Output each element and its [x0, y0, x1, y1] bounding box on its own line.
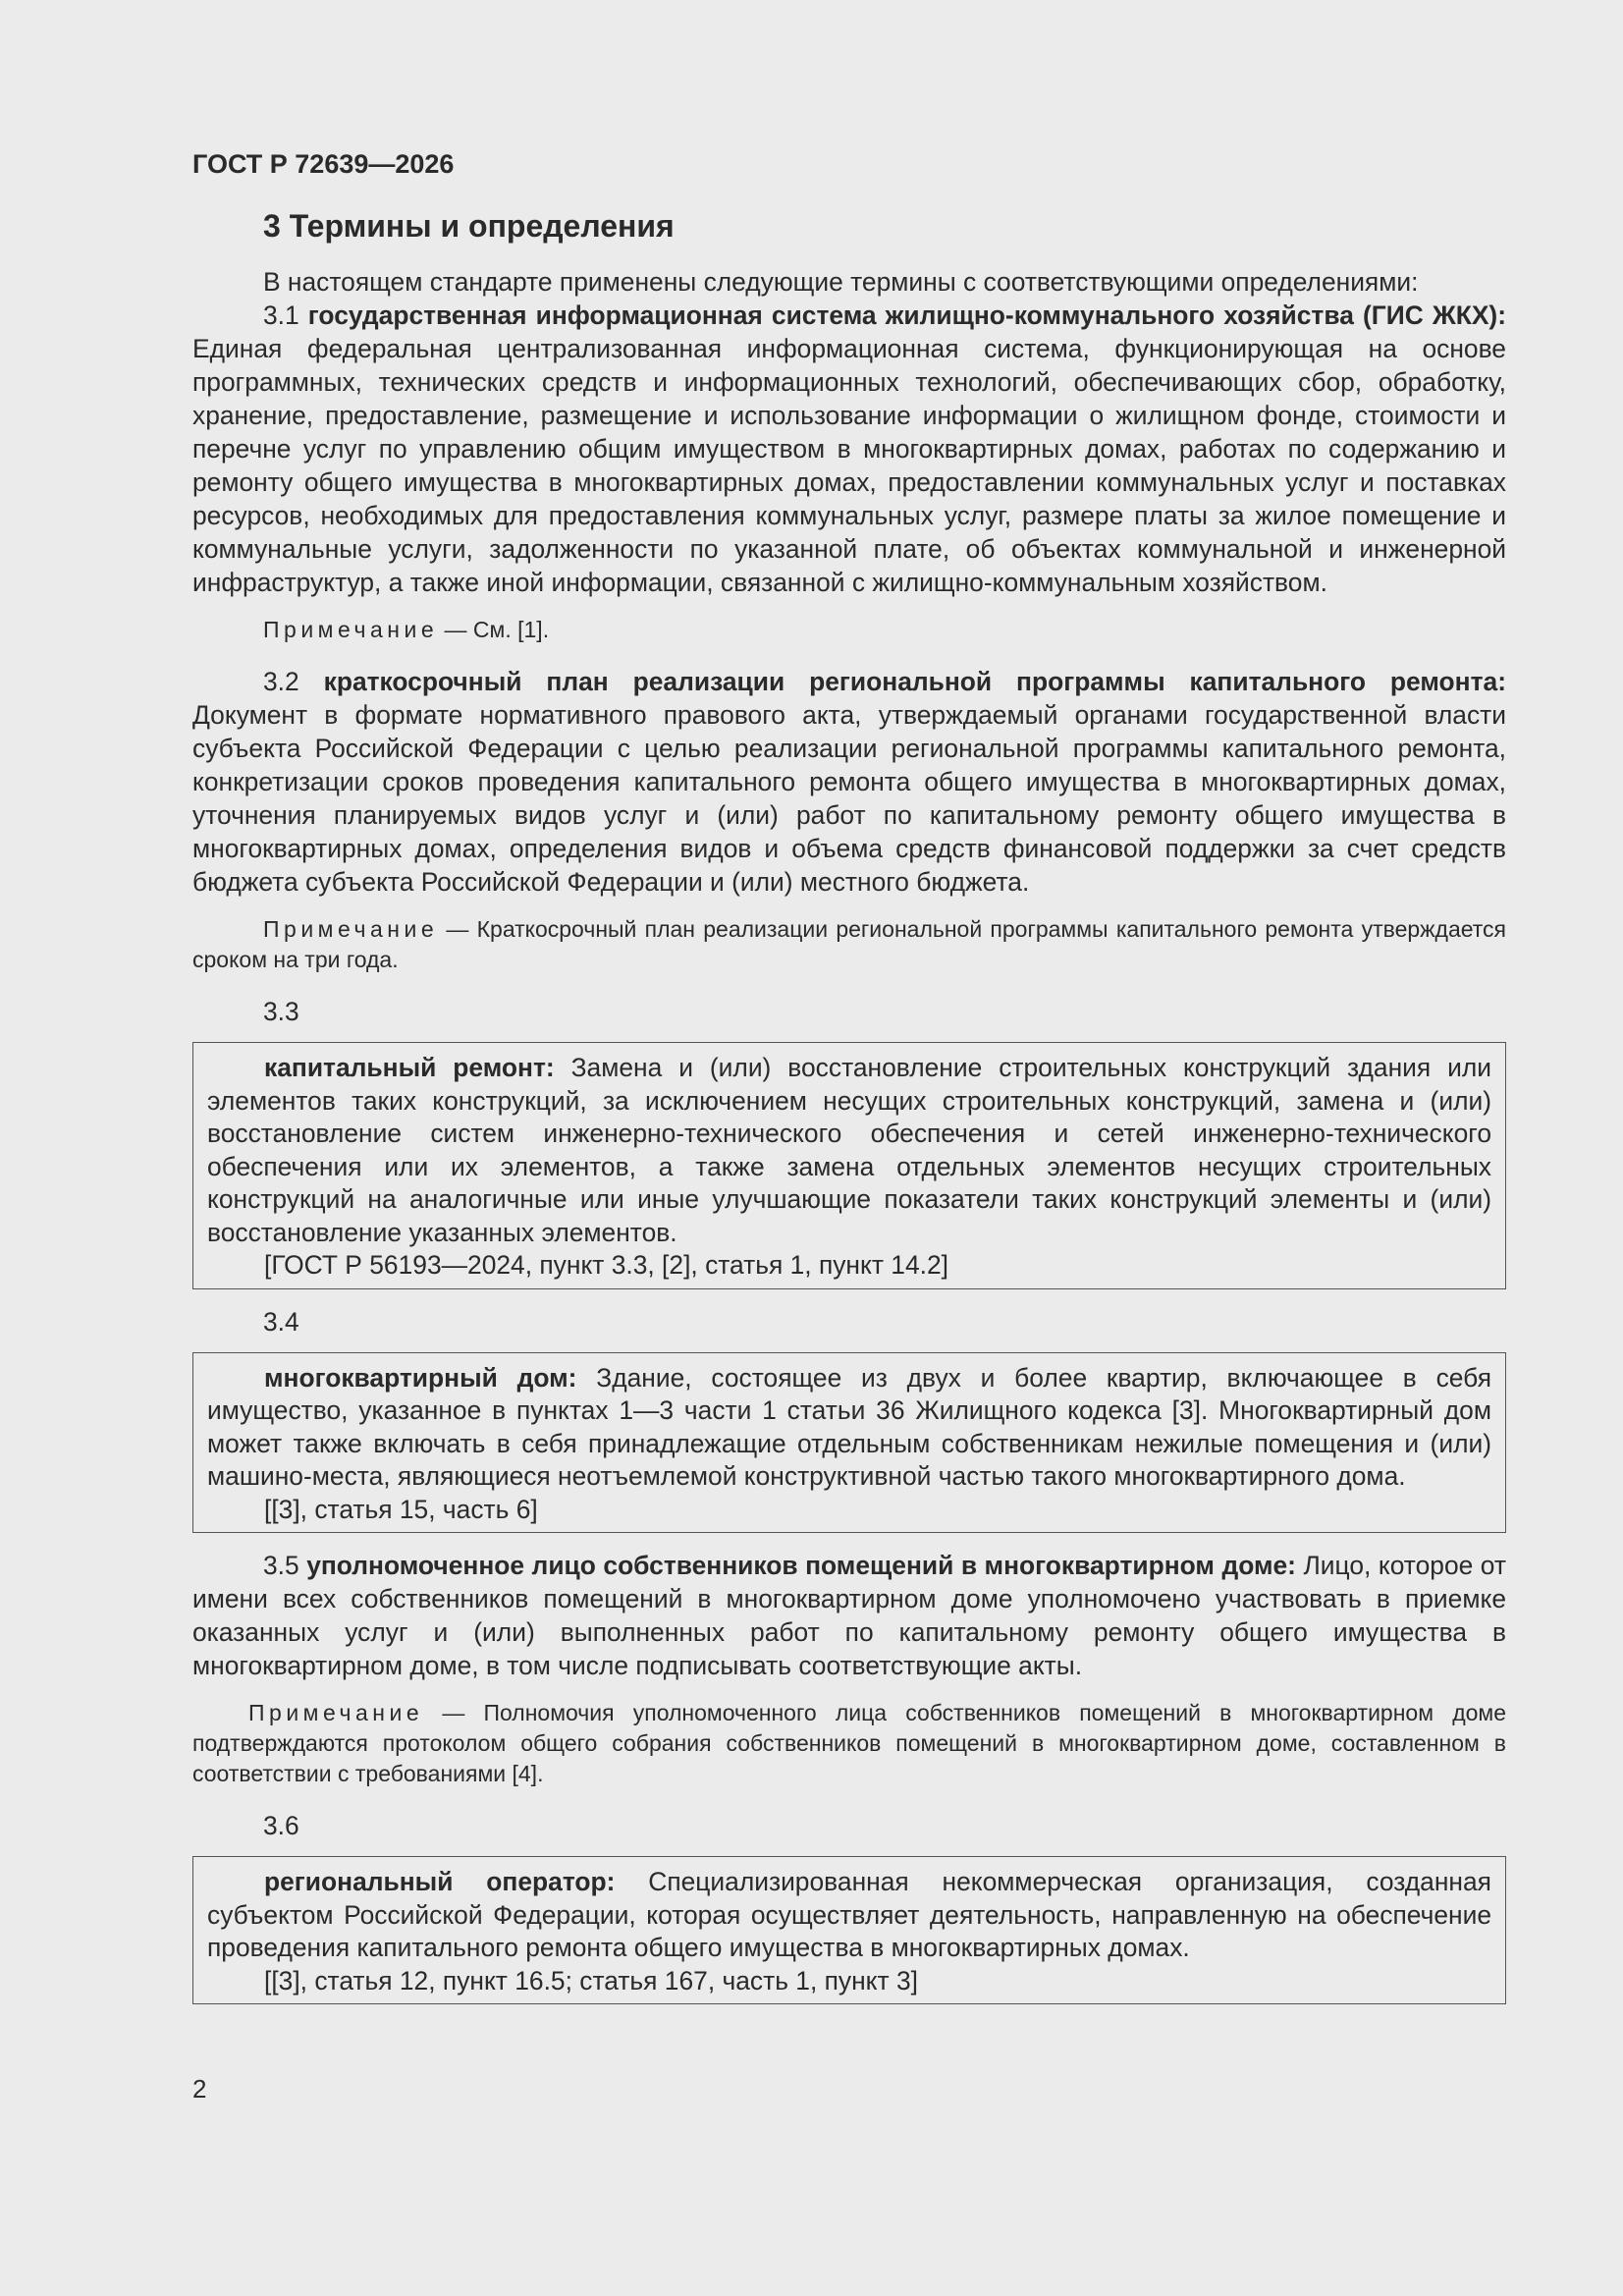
term-number-3-4: 3.4 [263, 1306, 299, 1337]
term-definition: Замена и (или) восстановление строительных конструкций здания или элементов таких конструкций, за исключением несущих строительных конструкций, замена и (или) восстановление систем инженерно-технического обеспечения и сетей инженерно-технического обеспечения или их элементов, а также замена отдельных элементов несущих строительных конструкций на аналогичные или иные улучшающие показатели таких конструкций элементы и (или) восстановление указанных элементов. [207, 1053, 1491, 1247]
document-page [192, 147, 1506, 2020]
term-source: [[3], статья 15, часть 6] [264, 1494, 538, 1524]
section-title: 3 Термины и определения [263, 208, 675, 244]
term-name: уполномоченное лицо собственников помещений в многоквартирном доме: [306, 1551, 1296, 1580]
term-number: 3.5 [263, 1551, 299, 1580]
note-text: — Полномочия уполномоченного лица собственников помещений в многоквартирном доме подтверждаются протоколом общего собрания собственников помещений в многоквартирном доме, составленном в соответствии с требованиями [4]. [192, 1700, 1507, 1786]
note-label: Примечание [263, 916, 439, 942]
note-label: Примечание [263, 617, 439, 642]
term-number: 3.1 [263, 301, 299, 330]
term-definition: Специализированная некоммерческая организация, созданная субъектом Российской Федерации, которая осуществляет деятельность, направленную на обеспечение проведения капитального ремонта общего имущества в многоквартирных домах. [207, 1867, 1491, 1962]
document-code-header: ГОСТ Р 72639—2026 [192, 149, 455, 179]
term-number-3-3: 3.3 [263, 997, 299, 1026]
term-source: [ГОСТ Р 56193—2024, пункт 3.3, [2], статья 1, пункт 14.2] [264, 1250, 948, 1280]
term-3-4 [207, 1362, 1491, 1494]
term-name: региональный оператор: [264, 1867, 616, 1896]
term-definition: Единая федеральная централизованная информационная система, функционирующая на основе программных, технических средств и информационных технологий, обеспечивающих сбор, обработку, хранение, предоставление, размещение и использование информации о жилищном фонде, стоимости и перечне услуг по управлению общим имуществом в многоквартирных домах, работах по содержанию и ремонту общего имущества в многоквартирных домах, предоставлении коммунальных услуг и поставках ресурсов, необходимых для предоставления коммунальных услуг, размере платы за жилое помещение и коммунальные услуги, задолженности по указанной плате, об объектах коммунальной и инженерной инфраструктур, а также иной информации, связанной с жилищно-коммунальным хозяйством. [192, 334, 1506, 597]
term-definition: Лицо, которое от имени всех собственников помещений в многоквартирном доме уполномочено участвовать в приемке оказанных услуг и (или) выполненных работ по капитальному ремонту общего имущества в многоквартирном доме, в том числе подписывать соответствующие акты. [192, 1551, 1506, 1680]
note-text: — См. [1]. [444, 617, 550, 642]
note-label: Примечание [248, 1700, 424, 1725]
term-definition: Документ в формате нормативного правового акта, утверждаемый органами государственной власти субъекта Российской Федерации с целью реализации региональной программы капитального ремонта, конкретизации сроков проведения капитального ремонта общего имущества в многоквартирных домах, уточнения планируемых видов услуг и (или) работ по капитальному ремонту общего имущества в многоквартирных домах, определения видов и объема средств финансовой поддержки за счет средств бюджета субъекта Российской Федерации и (или) местного бюджета. [192, 700, 1506, 897]
term-3-2 [192, 665, 1506, 899]
term-name: многоквартирный дом: [264, 1362, 577, 1393]
term-3-6 [207, 1866, 1491, 1965]
term-3-1 [192, 299, 1506, 599]
term-number-3-6: 3.6 [263, 1811, 299, 1840]
term-definition: Здание, состоящее из двух и более квартир, включающее в себя имущество, указанное в пунктах 1—3 части 1 статьи 36 Жилищного кодекса [3]. Многоквартирный дом может также включать в себя принадлежащие отдельным собственникам нежилые помещения и (или) машино-места, являющиеся неотъемлемой конструктивной частью такого многоквартирного дома. [207, 1362, 1491, 1491]
section-intro: В настоящем стандарте применены следующие термины с соответствующими определениями: [263, 267, 1419, 297]
term-3-5 [192, 1549, 1506, 1682]
note-3-5 [192, 1698, 1506, 1789]
term-box-3-3 [192, 1042, 1506, 1289]
note-text: — Краткосрочный план реализации региональной программы капитального ремонта утверждается сроком на три года. [192, 916, 1507, 972]
term-name: капитальный ремонт: [264, 1053, 555, 1082]
term-box-3-4 [192, 1352, 1506, 1534]
term-name: краткосрочный план реализации региональной программы капитального ремонта: [323, 667, 1506, 696]
term-source: [[3], статья 12, пункт 16.5; статья 167, часть 1, пункт 3] [264, 1965, 918, 1995]
term-number: 3.2 [263, 667, 299, 696]
note-3-1 [192, 615, 1506, 645]
term-name: государственная информационная система жилищно-коммунального хозяйства (ГИС ЖКХ): [307, 301, 1506, 330]
note-3-2 [192, 914, 1506, 975]
term-3-3 [207, 1052, 1491, 1249]
term-box-3-6 [192, 1856, 1506, 2004]
page-number: 2 [192, 2074, 207, 2104]
